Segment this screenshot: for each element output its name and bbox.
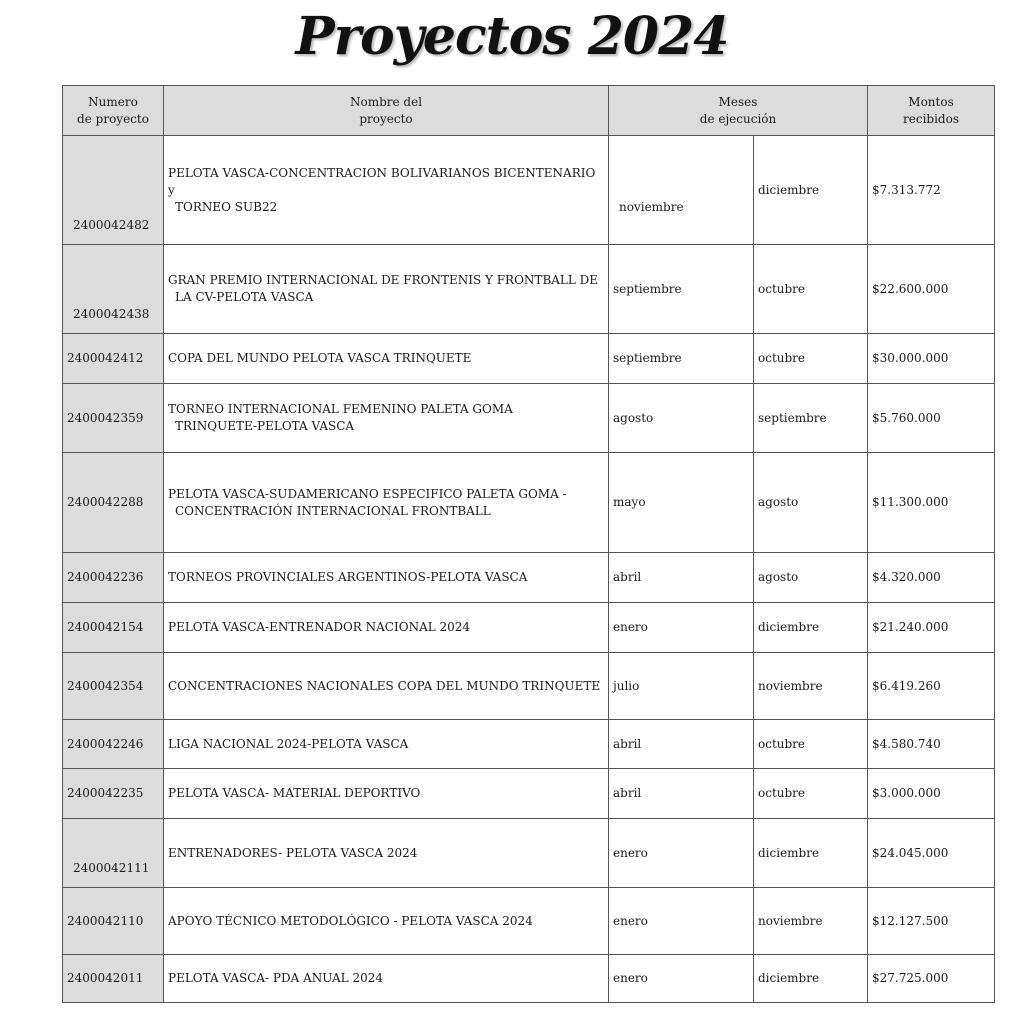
- header-meses-line1: Meses: [718, 94, 758, 109]
- amount: $12.127.500: [868, 888, 995, 955]
- project-number: 2400042438: [63, 245, 164, 334]
- project-number: 2400042236: [63, 553, 164, 603]
- month-end: octubre: [754, 334, 868, 384]
- table-row: [63, 819, 995, 888]
- project-name-line2: TORNEO SUB22: [175, 199, 278, 214]
- amount: $21.240.000: [868, 603, 995, 653]
- header-meses-line2: de ejecución: [699, 111, 777, 126]
- project-name: [164, 819, 609, 888]
- project-number: 2400042354: [63, 653, 164, 720]
- header-montos-line2: recibidos: [903, 111, 959, 126]
- amount: $5.760.000: [868, 384, 995, 453]
- header-numero-line2: de proyecto: [77, 111, 149, 126]
- project-number: 2400042235: [63, 769, 164, 819]
- month-start: enero: [609, 888, 754, 955]
- month-end: diciembre: [754, 603, 868, 653]
- project-name-line2: LA CV-PELOTA VASCA: [175, 290, 314, 304]
- project-number: 2400042154: [63, 603, 164, 653]
- table-row: [63, 603, 995, 653]
- amount: $4.580.740: [868, 720, 995, 769]
- table-row: [63, 888, 995, 955]
- table-row: [63, 955, 995, 1003]
- month-start: enero: [609, 603, 754, 653]
- table-row: [63, 720, 995, 769]
- project-number: 2400042482: [63, 136, 164, 245]
- header-numero: [63, 86, 164, 136]
- month-end: octubre: [754, 720, 868, 769]
- project-number: 2400042412: [63, 334, 164, 384]
- project-name: [164, 888, 609, 955]
- project-number: 2400042288: [63, 453, 164, 553]
- amount: $7.313.772: [868, 136, 995, 245]
- header-numero-line1: Numero: [88, 94, 138, 109]
- month-start: enero: [609, 819, 754, 888]
- amount: $30.000.000: [868, 334, 995, 384]
- month-start: enero: [609, 955, 754, 1003]
- project-number: 2400042110: [63, 888, 164, 955]
- projects-table: [62, 85, 995, 1003]
- month-start: mayo: [609, 453, 754, 553]
- month-end: diciembre: [754, 819, 868, 888]
- amount: $3.000.000: [868, 769, 995, 819]
- month-end: septiembre: [754, 384, 868, 453]
- project-name-line1: COPA DEL MUNDO PELOTA VASCA TRINQUETE: [168, 351, 472, 365]
- month-start: agosto: [609, 384, 754, 453]
- project-number: 2400042246: [63, 720, 164, 769]
- header-meses: [609, 86, 868, 136]
- header-nombre-line2: proyecto: [359, 111, 413, 126]
- amount: $22.600.000: [868, 245, 995, 334]
- project-number: 2400042011: [63, 955, 164, 1003]
- table-row: [63, 334, 995, 384]
- table-header-row: [63, 86, 995, 136]
- project-name: [164, 769, 609, 819]
- table-row: [63, 769, 995, 819]
- project-name: [164, 136, 609, 245]
- project-name: [164, 334, 609, 384]
- project-name-line1: ENTRENADORES- PELOTA VASCA 2024: [168, 845, 418, 860]
- month-end: diciembre: [754, 955, 868, 1003]
- project-name-line1: GRAN PREMIO INTERNACIONAL DE FRONTENIS Y FRONTBALL DE: [168, 273, 599, 287]
- amount: $4.320.000: [868, 553, 995, 603]
- project-name: [164, 955, 609, 1003]
- project-name-line1: PELOTA VASCA-SUDAMERICANO ESPECIFICO PALETA GOMA -: [168, 486, 567, 501]
- project-name-line1: PELOTA VASCA-ENTRENADOR NACIONAL 2024: [168, 620, 471, 634]
- page-title: Proyectos 2024: [295, 6, 729, 67]
- project-number: 2400042359: [63, 384, 164, 453]
- table-row: [63, 245, 995, 334]
- month-end: noviembre: [754, 888, 868, 955]
- amount: $27.725.000: [868, 955, 995, 1003]
- project-name: [164, 553, 609, 603]
- project-name-line1: CONCENTRACIONES NACIONALES COPA DEL MUNDO TRINQUETE: [168, 678, 601, 693]
- project-name-line1: APOYO TÉCNICO METODOLÓGICO - PELOTA VASCA 2024: [168, 913, 533, 928]
- project-name-line1: PELOTA VASCA-CONCENTRACION BOLIVARIANOS BICENTENARIO y: [168, 165, 596, 197]
- project-name-line1: TORNEOS PROVINCIALES ARGENTINOS-PELOTA VASCA: [168, 570, 528, 584]
- month-end: octubre: [754, 769, 868, 819]
- month-start: abril: [609, 720, 754, 769]
- month-start: septiembre: [609, 334, 754, 384]
- amount: $24.045.000: [868, 819, 995, 888]
- project-number: 2400042111: [63, 819, 164, 888]
- header-nombre: [164, 86, 609, 136]
- month-end: agosto: [754, 453, 868, 553]
- month-start: abril: [609, 769, 754, 819]
- month-end: octubre: [754, 245, 868, 334]
- month-start: noviembre: [609, 136, 754, 245]
- table-row: [63, 136, 995, 245]
- project-name-line1: PELOTA VASCA- PDA ANUAL 2024: [168, 971, 383, 985]
- table-row: [63, 453, 995, 553]
- header-montos: [868, 86, 995, 136]
- amount: $6.419.260: [868, 653, 995, 720]
- project-name-line2: CONCENTRACIÓN INTERNACIONAL FRONTBALL: [175, 503, 491, 518]
- month-start: julio: [609, 653, 754, 720]
- table-row: [63, 653, 995, 720]
- project-name: [164, 603, 609, 653]
- project-name-line1: PELOTA VASCA- MATERIAL DEPORTIVO: [168, 786, 421, 800]
- project-name-line1: TORNEO INTERNACIONAL FEMENINO PALETA GOMA: [168, 402, 513, 416]
- header-montos-line1: Montos: [908, 94, 954, 109]
- project-name: [164, 453, 609, 553]
- amount: $11.300.000: [868, 453, 995, 553]
- month-end: noviembre: [754, 653, 868, 720]
- project-name: [164, 384, 609, 453]
- table-row: [63, 384, 995, 453]
- project-name-line1: LIGA NACIONAL 2024-PELOTA VASCA: [168, 736, 409, 751]
- table-row: [63, 553, 995, 603]
- project-name: [164, 653, 609, 720]
- month-end: diciembre: [754, 136, 868, 245]
- project-name-line2: TRINQUETE-PELOTA VASCA: [175, 419, 355, 433]
- project-name: [164, 245, 609, 334]
- month-start: septiembre: [609, 245, 754, 334]
- month-end: agosto: [754, 553, 868, 603]
- project-name: [164, 720, 609, 769]
- month-start: abril: [609, 553, 754, 603]
- header-nombre-line1: Nombre del: [349, 94, 423, 109]
